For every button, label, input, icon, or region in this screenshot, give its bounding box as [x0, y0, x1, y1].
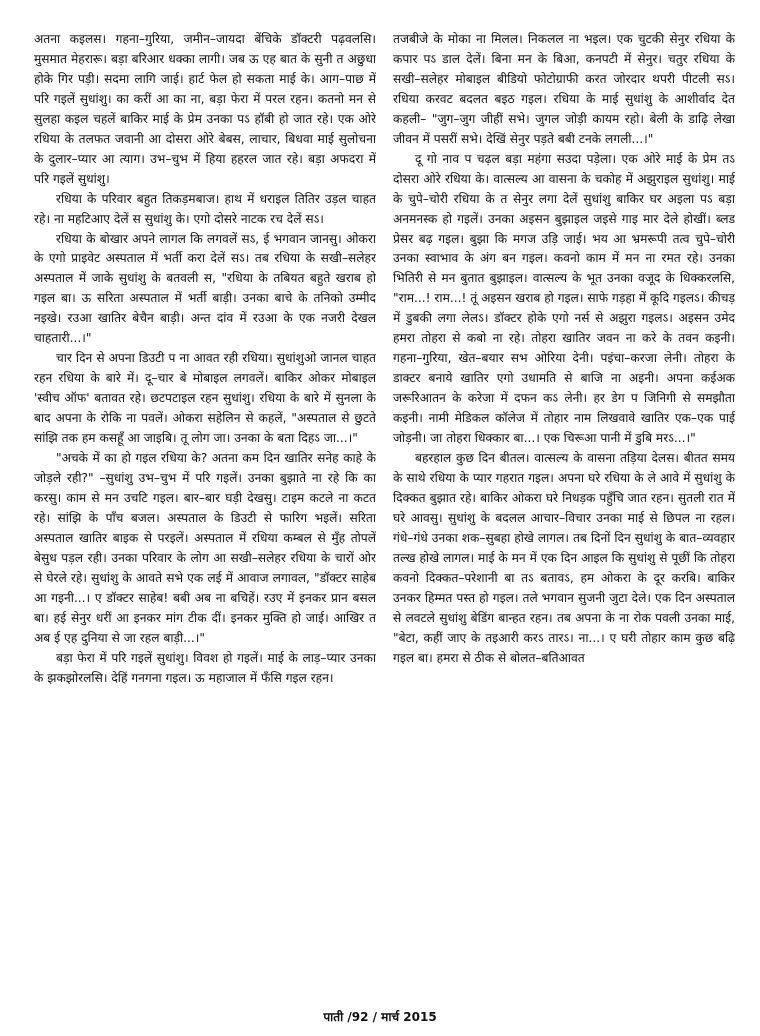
page-footer: पाती /92 / मार्च 2015	[323, 1010, 437, 1024]
paragraph: बहरहाल कुछ दिन बीतल। वात्सल्य के वासना तड़िया देलस। बीतत समय के साथे रधिया के प्यार गहरात गइल। अपना घरे रधिया के ले आवे में सुधांशु के दिक्कत बुझात रहे। बाकिर ओकरा घरे निधड़क पहुँचि जात रहन। सुतली रात में घरे आवसु। सुधांशु के बदलल आचार–विचार उनका माई से छिपल ना रहल। गंधे–गंधे उनका शक–सुबहा होखे लागल। तब दिनों दिन सुधांशु के बात–व्यवहार तल्ख होखे लागल। माई के मन में एक दिन आइल कि सुधांशु से पूछीं कि तोहरा कवनो दिक्कत–परेशानी बा तऽ बतावऽ, हम ओकरा के दूर करबि। बाकिर उनकर हिम्मत पस्त हो गइल। तले भगवान सुजनी जुटा देले। एक दिन अस्पताल से लवटले सुधांशु बेडिंग बान्हत रहन। तब अपना के ना रोक पवली उनका माई, "बेटा, कहीं जाए के तइआरी करऽ तारऽ। ना...। ए घरी तोहार काम कुछ बढ़ि गइल बा। हमरा से ठीक से बोलत–बतिआवत	[393, 451, 735, 665]
left-text-column	[34, 30, 376, 995]
paragraph: चार दिन से अपना डिउटी प ना आवत रही रधिया। सुधांशुओ जानल चाहत रहन रधिया के बारे में। दू–चार बे मोबाइल लगवलें। बाकिर ओकर मोबाइल 'स्वीच ऑफ' बतावत रहे। छटपटाइल रहन सुधांशु। रधिया के बारे में सुनला के बाद अपना के रोकि ना पवलें। ओकरा सहेलिन से कहलें, "अस्पताल से छुटते सांझि तक हम कसहूँ आ जाइबि। तू लोग जा। उनका के बता दिहऽ जा...।"	[34, 351, 376, 446]
paragraph: बड़ा फेरा में परि गइलें सुधांशु। विवश हो गइलें। माई के लाड़–प्यार उनका के झकझोरलसि। देहिं गनगना गइल। ऊ महाजाल में फँसि गइल रहन।	[34, 650, 376, 685]
paragraph: "अचके में का हो गइल रधिया के? अतना कम दिन खातिर सनेह काहे के जोड़ले रही?" –सुधांशु उभ–चुभ में परि गइलें। उनका बुझाते ना रहे कि का करसु। काम से मन उचटि गइल। बार–बार घड़ी देखसु। टाइम कटले ना कटत रहे। सांझि के पाँच बजल। अस्पताल के डिउटी से फारिग भइलें। सरिता अस्पताल खातिर बाइक से परइलें। अस्पताल में रधिया कम्बल से मुँह तोपलें बेसुध पड़ल रही। उनका परिवार के लोग आ सखी–सलेहर रधिया के चारों ओर से घेरले रहे। सुधांशु के आवते सभे एक लई में आवाज लगावल, "डॉक्टर साहेब आ गइनी...। ए डॉक्टर साहेब! बबी अब ना बचिहें। रउए में इनकर प्रान बसल बा। हई सेनुर धरीं आ इनकर मांग टीक दीं। इनकर मुक्ति हो जाई। आखिर त अब ई एह दुनिया से जा रहल बाड़ी...।"	[34, 451, 376, 645]
paragraph: तजबीजे के मोका ना मिलल। निकलल ना भइल। एक चुटकी सेनुर रधिया के कपार पऽ डाल देलें। बिना मन के बिआ, कनपटी में सेनुर। चतुर रधिया के सखी–सलेहर मोबाइल बीडियो फोटोग्राफी करत जोरदार थपरी पीटली सऽ। रधिया करवट बदलत बइठ गइल। रधिया के माई सुधांशु के आशीर्वाद देत कहली– "जुग–जुग जीहीं सभे। जुगल जोड़ी कायम रहो। बेली के डाढ़ि लेखा जीवन में पसरीं सभे। देखिं सेनुर पड़ते बबी टनके लगली...।"	[393, 32, 735, 146]
paragraph: अतना कइलस। गहना–गुरिया, जमीन–जायदा बेंचिके डॉक्टरी पढ़वलसि। मुसमात मेहरारू। बड़ा बरिआर धक्का लागी। जब ऊ एह बात के सुनी त अछुधा होके गिर पड़ी। सदमा लागि जाई। हार्ट फेल हो सकता माई के। आग–पाछ में परि गइलें सुधांशु। का करीं आ का ना, बड़ा फेरा में परल रहन। कतनो मन से सुलहा कइल चहलें बाकिर माई के प्रेम उनका पऽ हॉबी हो जात रहे। एक ओरे रधिया के तलफत जवानी आ दोसरा ओरे बेबस, लाचार, बिधवा माई सुलोचना के दुलार–प्यार आ त्याग। उभ–चुभ में हिया हहरल जात रहे। बड़ा अफदरा में परि गइलें सुधांशु।	[34, 32, 376, 186]
right-text-column	[393, 30, 735, 995]
paragraph: रधिया के परिवार बहुत तिकड़मबाज। हाथ में धराइल तितिर उड़ल चाहत रहे। ना महटिआए देलें स सुधांशु के। एगो दोसरे नाटक रच देलें सऽ।	[34, 191, 376, 226]
paragraph: दू गो नाव प चढ़ल बड़ा महंगा सउदा पड़ेला। एक ओरे माई के प्रेम तऽ दोसरा ओरे रधिया के। वात्सल्य आ वासना के चकोह में अझुराइल सुधांशु। माई के चुपे–चोरी रधिया के त सेनुर लगा देलें सुधांशु बाकिर घर अइला पऽ बड़ा अनमनस्क हो गइलें। उनका अइसन बुझाइल जइसे गाइ मार देले होखीं। ब्लड प्रेसर बढ़ गइल। बुझा कि मगज उड़ि जाई। भय आ भ्रमरूपी तत्व चुपे–चोरी उनका स्वाभाव के अंग बन गइल। कवनो काम में मन ना रमत रहे। उनका भितिरी से मन बुतात बुझाइल। वात्सल्य के भूत उनका वजूद के धिक्करलसि, "राम...! राम...! तूं अइसन खराब हो गइल। साफे गड़हा में कूदि गइलऽ। कीचड़ में डुबकी लगा लेलऽ। डॉक्टर होके एगो नर्स से अझुरा गइलऽ। अइसन उमेद हमरा तोहरा से कबो ना रहे। तोहरा खातिर जवन ना करे के तवन कइनी। गहना–गुरिया, खेत–बयार सभ ओरिया देनी। पइंचा–करजा लेनी। तोहरा के डाक्टर बनाये खातिर एगो उधामति से बाजि ना अइनी। अपना कईअक जरूरिआतन के करेजा में दफन कऽ लेनी। हर डेग प जिनिगी से समझौता कइनी। नामी मेडिकल कॉलेज में तोहार नाम लिखवावे खातिर एक–एक पाई जोड़नी। जा तोहरा धिक्कार बा...। एक चिरूआ पानी में डुबि मरऽ...।"	[393, 151, 735, 446]
paragraph: रधिया के बोखार अपने लागल कि लगवलें सऽ, ई भगवान जानसु। ओकरा के एगो प्राइवेट अस्पताल में भर्ती करा देलें सऽ। तब रधिया के सखी–सलेहर अस्पताल में जाके सुधांशु के बतवली स, "रधिया के तबियत बहुते खराब हो गइल बा। ऊ सरिता अस्पताल में भर्ती बाड़ी। उनका बाचे के तनिको उम्मीद नइखे। रउआ खातिर बेचैन बाड़ी। अन्त दांव में रउआ के एक नजरी देखल चाहतारी...।"	[34, 231, 376, 346]
